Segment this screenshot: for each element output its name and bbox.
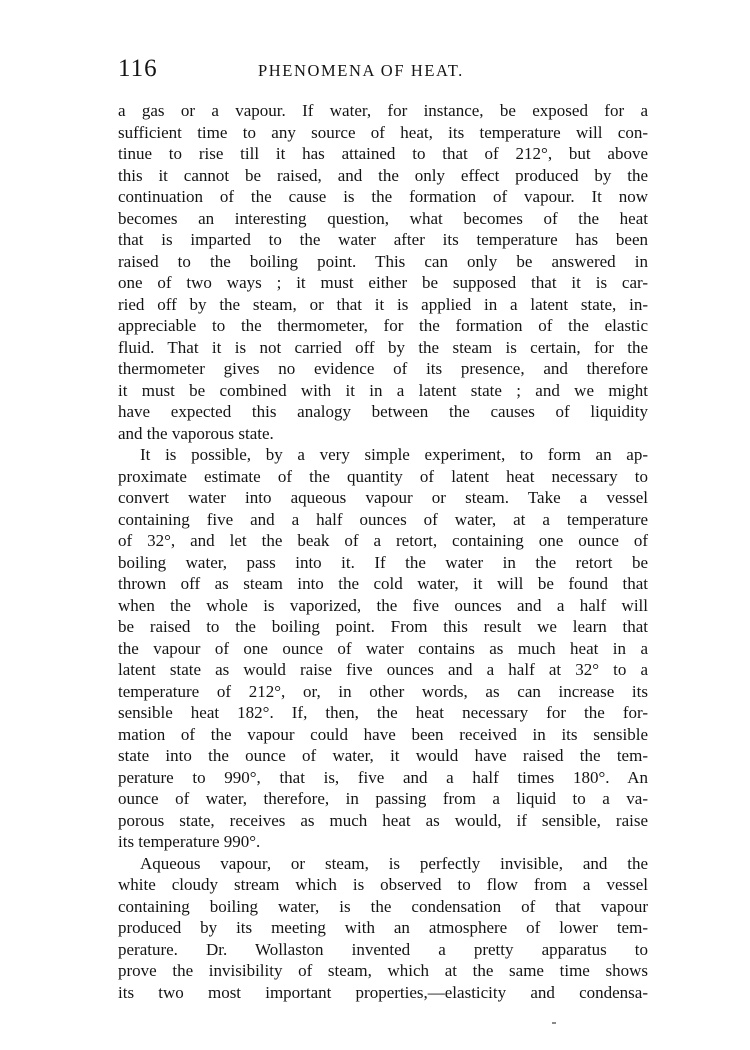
text-line: appreciable to the thermometer, for the formation of the elastic xyxy=(118,316,648,335)
text-line: Aqueous vapour, or steam, is perfectly invisible, and the xyxy=(140,853,648,873)
text-line: have expected this analogy between the causes of liquidity xyxy=(118,402,648,421)
text-line: raised to the boiling point. This can only be answered in xyxy=(118,251,648,271)
text-line: proximate estimate of the quantity of latent heat necessary to xyxy=(118,466,648,486)
printer-mark xyxy=(552,1022,556,1024)
text-line: becomes an interesting question, what becomes of the heat xyxy=(118,208,648,228)
text-line: tinue to rise till it has attained to that of 212°, but above xyxy=(118,144,648,163)
text-line: thrown off as steam into the cold water, it will be found that xyxy=(118,574,648,593)
text-line: containing boiling water, is the condensation of that vapour xyxy=(118,896,648,916)
text-line: sufficient time to any source of heat, its temperature will con- xyxy=(118,122,648,142)
text-line: perature. Dr. Wollaston invented a pretty apparatus to xyxy=(118,939,648,959)
text-line: continuation of the cause is the formation of vapour. It now xyxy=(118,187,648,206)
text-line: latent state as would raise five ounces and a half at 32° to a xyxy=(118,660,648,679)
page-number: 116 xyxy=(118,55,158,82)
text-line: perature to 990°, that is, five and a half times 180°. An xyxy=(118,767,648,787)
text-line: sensible heat 182°. If, then, the heat necessary for the for- xyxy=(118,703,648,722)
text-line: convert water into aqueous vapour or steam. Take a vessel xyxy=(118,488,648,507)
text-line: it must be combined with it in a latent state ; and we might xyxy=(118,380,648,400)
text-line: its two most important properties,—elasticity and condensa- xyxy=(118,982,648,1002)
text-line: of 32°, and let the beak of a retort, containing one ounce of xyxy=(118,531,648,550)
text-line: one of two ways ; it must either be supposed that it is car- xyxy=(118,273,648,292)
body-text xyxy=(118,100,648,1003)
text-line: be raised to the boiling point. From this result we learn that xyxy=(118,617,648,636)
text-line: its temperature 990°. xyxy=(118,832,261,851)
text-line: white cloudy stream which is observed to flow from a vessel xyxy=(118,875,648,894)
text-line: the vapour of one ounce of water contains as much heat in a xyxy=(118,638,648,658)
text-line: produced by its meeting with an atmosphere of lower tem- xyxy=(118,918,648,937)
text-line: that is imparted to the water after its temperature has been xyxy=(118,230,648,249)
text-line: It is possible, by a very simple experiment, to form an ap- xyxy=(140,445,648,464)
text-line: temperature of 212°, or, in other words, as can increase its xyxy=(118,681,648,701)
text-line: this it cannot be raised, and the only effect produced by the xyxy=(118,165,648,185)
text-line: prove the invisibility of steam, which at the same time shows xyxy=(118,961,648,980)
text-line: and the vaporous state. xyxy=(118,423,274,443)
text-line: fluid. That it is not carried off by the steam is certain, for the xyxy=(118,337,648,357)
text-line: a gas or a vapour. If water, for instance, be exposed for a xyxy=(118,101,648,120)
text-line: when the whole is vaporized, the five ounces and a half will xyxy=(118,595,648,615)
text-line: state into the ounce of water, it would have raised the tem- xyxy=(118,746,648,765)
text-line: thermometer gives no evidence of its presence, and therefore xyxy=(118,359,648,378)
text-line: porous state, receives as much heat as would, if sensible, raise xyxy=(118,810,648,830)
text-line: boiling water, pass into it. If the water in the retort be xyxy=(118,552,648,572)
text-line: ried off by the steam, or that it is applied in a latent state, in- xyxy=(118,294,648,314)
text-line: mation of the vapour could have been received in its sensible xyxy=(118,724,648,744)
text-line: containing five and a half ounces of water, at a temperature xyxy=(118,509,648,529)
running-head: PHENOMENA OF HEAT. xyxy=(258,61,464,80)
page-header xyxy=(118,55,648,85)
text-line: ounce of water, therefore, in passing from a liquid to a va- xyxy=(118,789,648,808)
